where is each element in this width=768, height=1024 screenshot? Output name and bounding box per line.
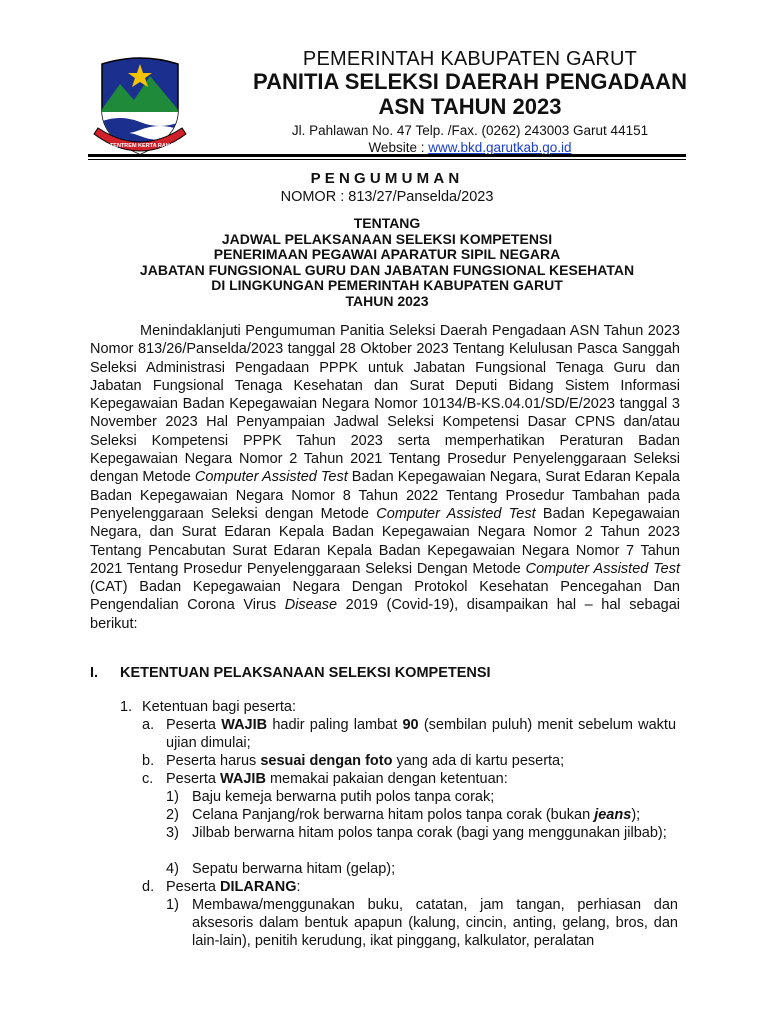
topic-line: DI LINGKUNGAN PEMERINTAH KABUPATEN GARUT (211, 277, 563, 294)
letterhead-rule-thin (88, 159, 686, 160)
text-run: Peserta (166, 771, 220, 787)
section-number: I. (90, 665, 99, 681)
section-heading (90, 664, 491, 682)
sub-item-marker: 1) (166, 789, 179, 805)
government-name: PEMERINTAH KABUPATEN GARUT (302, 48, 638, 70)
announcement-header (88, 170, 686, 206)
sub-item-text: Sepatu berwarna hitam (gelap); (192, 861, 396, 877)
topic-line: JADWAL PELAKSANAAN SELEKSI KOMPETENSI (221, 230, 553, 247)
item-marker: d. (142, 879, 155, 895)
text-bold: WAJIB (220, 771, 266, 787)
text-run: ); (631, 807, 641, 823)
item-number: 1. (120, 699, 133, 715)
office-address: Jl. Pahlawan No. 47 Telp. /Fax. (0262) 243003 Garut 44151 (291, 123, 649, 138)
letterhead-rule-thick (88, 154, 686, 157)
garut-regency-logo (90, 50, 190, 162)
text-run: (sembilan puluh) menit sebelum waktu ujian dimulai; (166, 717, 677, 751)
sub-item-text: Jilbab berwarna hitam polos tanpa corak (bagi yang menggunakan jilbab); (192, 825, 667, 841)
topic-line: TENTANG (353, 215, 421, 231)
text-bold: sesuai dengan foto (260, 753, 393, 769)
topic-line: TAHUN 2023 (345, 292, 429, 309)
text-run: Celana Panjang/rok berwarna hitam polos tanpa corak (bukan (192, 807, 595, 823)
paragraph-italic: Computer Assisted Test (376, 505, 536, 522)
item-text (166, 716, 676, 752)
text-bold: 90 (402, 717, 419, 733)
letterhead (200, 48, 740, 156)
paragraph-italic: Computer Assisted Test (525, 560, 680, 577)
sub-item-marker: 4) (166, 861, 179, 877)
text-run: Peserta (166, 879, 220, 895)
sub-item-marker: 1) (166, 897, 179, 913)
text-bold: DILARANG (220, 879, 297, 895)
item-marker: a. (142, 717, 155, 733)
sub-item-text (192, 806, 678, 824)
announcement-number: NOMOR : 813/27/Panselda/2023 (280, 189, 494, 205)
announcement-title: PENGUMUMAN (310, 170, 464, 187)
sub-item-marker: 2) (166, 807, 179, 823)
committee-name: PANITIA SELEKSI DAERAH PENGADAAN (253, 69, 687, 94)
paragraph-text: (CAT) Badan Kepegawaian Negara Dengan Protokol Kesehatan Pencegahan Dan Pengendalian Corona Virus (90, 579, 680, 614)
text-run: Peserta (166, 717, 222, 733)
paragraph-italic: Computer Assisted Test (194, 469, 348, 486)
logo-motto: TATA TENTREM KERTA RAHARJA (95, 143, 185, 149)
topic-line: JABATAN FUNGSIONAL GURU DAN JABATAN FUNGSIONAL KESEHATAN (139, 261, 635, 278)
text-run: Peserta harus (166, 753, 261, 769)
item-text (166, 752, 676, 770)
paragraph-italic: Disease (284, 597, 338, 614)
sub-item-text: Baju kemeja berwarna putih polos tanpa corak; (192, 789, 495, 805)
committee-year: ASN TAHUN 2023 (378, 94, 562, 119)
paragraph-text: Menindaklanjuti Pengumuman Panitia Seleksi Daerah Pengadaan ASN Tahun 2023 Nomor 813/26/Panselda/2023 tanggal 28 Oktober 2023 Tentang Kelulusan Pasca Sanggah Seleksi Administrasi Pengadaan PPPK untuk Jabatan Fungsional Tenaga Guru dan Jabatan Fungsional Tenaga Kesehatan dan Surat Deputi Bidang Sistem Informasi Kepegawaian Badan Kepegawaian Negara Nomor 10134/B-KS.04.01/SD/E/2023 tanggal 3 November 2023 Hal Penyampaian Jadwal Seleksi Kompetensi Dasar CPNS dan/atau Seleksi Kompetensi PPPK Tahun 2023 serta memperhatikan Peraturan Badan Kepegawaian Negara Nomor 2 Tahun 2021 Tentang Prosedur Penyelenggaraan Seleksi dengan Metode (90, 323, 680, 486)
announcement-topic (88, 216, 686, 310)
text-bold: WAJIB (221, 717, 268, 733)
item-marker: b. (142, 753, 155, 769)
website-link[interactable]: www.bkd.garutkab.go.id (428, 140, 572, 155)
topic-line: PENERIMAAN PEGAWAI APARATUR SIPIL NEGARA (213, 246, 561, 263)
text-bold-italic: jeans (594, 807, 632, 823)
text-run: yang ada di kartu peserta; (392, 753, 565, 769)
section-title: KETENTUAN PELAKSANAAN SELEKSI KOMPETENSI (120, 665, 491, 681)
website-label: Website : (368, 140, 429, 155)
item-text (166, 878, 676, 896)
sub-item-text: Membawa/menggunakan buku, catatan, jam tangan, perhiasan dan aksesoris dalam bentuk apapun (kalung, cincin, anting, gelang, bros, dan lain-lain), penitih kerudung, ikat pinggang, kalkulator, peralatan (192, 897, 678, 949)
item-text: Ketentuan bagi peserta: (142, 699, 296, 715)
opening-paragraph (90, 322, 680, 633)
sub-item-marker: 3) (166, 825, 179, 841)
text-run: hadir paling lambat (267, 717, 403, 733)
paragraph-text: Badan Kepegawaian Negara, dan Surat Edaran Kepala Badan Kepegawaian Negara Nomor 2 Tahun 2023 Tentang Pencabutan Surat Edaran Kepala Badan Kepegawaian Negara Nomor 7 Tahun 2021 Tentang Prosedur Penyelenggaraan Seleksi Dengan Metode (90, 505, 680, 577)
text-run: memakai pakaian dengan ketentuan: (265, 771, 508, 787)
text-run: : (296, 879, 301, 895)
paragraph-text: 2019 (Covid-19), disampaikan hal – hal sebagai berikut: (90, 597, 680, 632)
paragraph-text: Badan Kepegawaian Negara, Surat Edaran Kepala Badan Kepegawaian Negara Nomor 8 Tahun 2022 Tentang Prosedur Tambahan pada Penyelenggaraan Seleksi dengan Metode (90, 469, 680, 522)
item-marker: c. (142, 771, 154, 787)
item-text (166, 770, 676, 788)
